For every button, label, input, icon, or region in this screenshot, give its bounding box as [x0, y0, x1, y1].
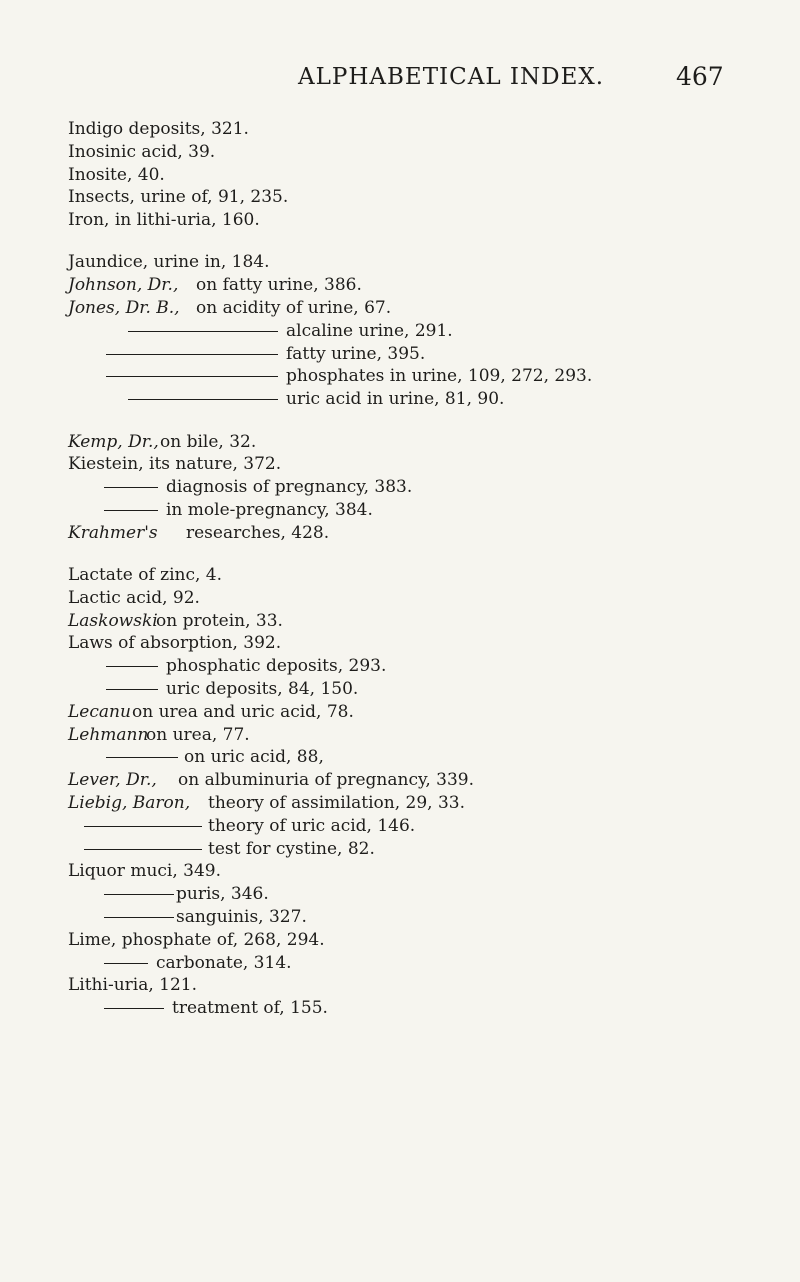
- author-name: Lehmann: [68, 724, 149, 745]
- author-name: Jones, Dr. B.,: [68, 298, 180, 319]
- running-title: ALPHABETICAL INDEX.: [298, 64, 605, 90]
- index-entry: Johnson, Dr., on fatty urine, 386.: [68, 275, 362, 296]
- ditto-dash: [104, 917, 174, 918]
- ditto-dash: [128, 331, 278, 332]
- index-entry: puris, 346.: [0, 883, 800, 905]
- author-name: Krahmer's: [68, 522, 158, 543]
- index-entry: Indigo deposits, 321.: [68, 119, 249, 139]
- index-entry: carbonate, 314.: [0, 952, 800, 974]
- index-list: [0, 118, 800, 1020]
- index-entry: Lecanu on urea and uric acid, 78.: [68, 701, 354, 722]
- ditto-dash: [106, 376, 278, 377]
- index-entry: Laws of absorption, 392.: [68, 633, 282, 654]
- index-entry: Lactate of zinc, 4.: [68, 565, 223, 586]
- ditto-dash: [104, 1008, 164, 1009]
- ditto-dash: [104, 487, 158, 488]
- ditto-dash: [106, 689, 158, 690]
- index-entry: uric deposits, 84, 150.: [0, 678, 800, 700]
- author-name: Laskowski: [68, 610, 158, 631]
- index-entry: alcaline urine, 291.: [0, 320, 800, 342]
- index-entry: fatty urine, 395.: [0, 343, 800, 365]
- index-entry: test for cystine, 82.: [0, 838, 800, 860]
- index-entry: Laskowski on protein, 33.: [68, 610, 283, 631]
- index-entry: treatment of, 155.: [0, 997, 800, 1019]
- index-entry: Inosite, 40.: [68, 164, 165, 185]
- index-entry: Lithi-uria, 121.: [68, 975, 197, 996]
- index-entry: on uric acid, 88,: [0, 746, 800, 768]
- index-entry: in mole-pregnancy, 384.: [0, 499, 800, 521]
- section-gap: [0, 545, 800, 565]
- index-entry: phosphatic deposits, 293.: [0, 655, 800, 677]
- author-name: Liebig, Baron,: [68, 793, 191, 814]
- index-entry: Kiestein, its nature, 372.: [68, 454, 282, 475]
- index-entry: uric acid in urine, 81, 90.: [0, 388, 800, 410]
- index-entry: phosphates in urine, 109, 272, 293.: [0, 365, 800, 387]
- ditto-dash: [128, 399, 278, 400]
- ditto-dash: [104, 963, 148, 964]
- author-name: Kemp, Dr.,: [68, 431, 159, 452]
- index-entry: Lehmann on urea, 77.: [68, 724, 250, 745]
- index-entry: Kemp, Dr., on bile, 32.: [68, 431, 257, 452]
- ditto-dash: [84, 826, 202, 827]
- index-entry: Inosinic acid, 39.: [68, 141, 216, 162]
- section-gap: [0, 232, 800, 252]
- author-name: Lecanu: [68, 701, 131, 722]
- author-name: Johnson, Dr.,: [68, 275, 179, 296]
- page-header: [0, 62, 800, 102]
- ditto-dash: [104, 894, 174, 895]
- index-entry: Liquor muci, 349.: [68, 861, 222, 882]
- index-entry: theory of uric acid, 146.: [0, 815, 800, 837]
- ditto-dash: [106, 757, 178, 758]
- page-number: 467: [676, 62, 724, 91]
- section-gap: [0, 411, 800, 431]
- index-entry: Jaundice, urine in, 184.: [68, 252, 270, 273]
- ditto-dash: [106, 666, 158, 667]
- ditto-dash: [84, 849, 202, 850]
- index-entry: Insects, urine of, 91, 235.: [68, 187, 289, 208]
- index-entry: Jones, Dr. B., on acidity of urine, 67.: [68, 298, 392, 319]
- index-entry: sanguinis, 327.: [0, 906, 800, 928]
- index-entry: Iron, in lithi-uria, 160.: [68, 210, 260, 231]
- ditto-dash: [104, 510, 158, 511]
- ditto-dash: [106, 354, 278, 355]
- index-entry: diagnosis of pregnancy, 383.: [0, 476, 800, 498]
- index-entry: Lime, phosphate of, 268, 294.: [68, 929, 325, 950]
- index-entry: Liebig, Baron, theory of assimilation, 29, 33.: [68, 793, 466, 814]
- index-entry: Krahmer's researches, 428.: [68, 522, 330, 543]
- index-entry: Lactic acid, 92.: [68, 587, 200, 608]
- index-entry: Lever, Dr., on albuminuria of pregnancy, 339.: [68, 770, 474, 791]
- author-name: Lever, Dr.,: [68, 770, 157, 791]
